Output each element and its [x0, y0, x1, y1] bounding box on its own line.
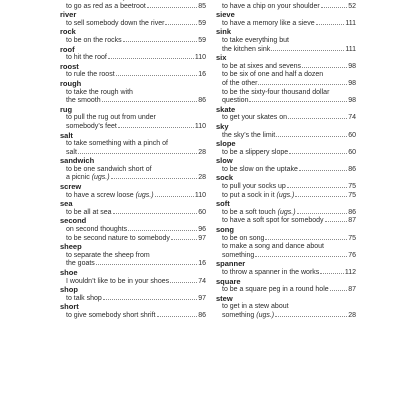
dot-leader [147, 7, 197, 8]
phrase-label: to pull your socks up [222, 183, 286, 191]
page-number: 75 [348, 183, 356, 191]
index-headword: rug [60, 104, 73, 114]
dot-leader [255, 256, 347, 257]
index-headword: roof [60, 44, 75, 54]
phrase-label: to have a memory like a sieve [222, 19, 315, 27]
dot-leader [157, 316, 198, 317]
index-headword: sink [216, 27, 232, 37]
phrase-label: to pull the rug out from under [66, 114, 156, 122]
page-number: 86 [348, 208, 356, 216]
index-phrase [60, 140, 206, 149]
index-headword: rough [60, 78, 82, 88]
dot-leader [295, 196, 347, 197]
dot-leader [155, 196, 194, 197]
phrase-label: to be second nature to somebody [66, 234, 170, 242]
index-headword: second [60, 216, 87, 226]
page-number: 60 [348, 131, 356, 139]
index-column-left [60, 0, 206, 321]
index-phrase [60, 123, 206, 132]
phrase-text [222, 286, 329, 295]
dot-leader [276, 136, 347, 137]
phrase-text [222, 303, 289, 312]
index-phrase [60, 71, 206, 80]
dot-leader [123, 41, 198, 42]
index-phrase [216, 243, 356, 252]
phrase-text [66, 89, 133, 98]
phrase-text [222, 37, 289, 46]
page-number: 85 [198, 2, 206, 10]
dot-leader [108, 58, 194, 59]
phrase-label [66, 0, 163, 1]
dot-leader [102, 101, 198, 102]
index-phrase [60, 37, 206, 46]
index-headword: short [60, 302, 79, 312]
index-phrase [60, 192, 206, 201]
index-headword: shop [60, 285, 78, 295]
page-number: 97 [198, 234, 206, 242]
phrase-text [66, 123, 117, 132]
index-phrase [216, 209, 356, 218]
phrase-label: the sky’s the limit [222, 131, 276, 139]
phrase-text [222, 80, 257, 89]
phrase-label: to be one sandwich short of [66, 165, 152, 173]
phrase-text [222, 20, 315, 29]
dot-leader [265, 239, 347, 240]
index-headword: stew [216, 293, 233, 303]
page-number: 86 [198, 97, 206, 105]
phrase-text [222, 3, 320, 12]
phrase-label: question [222, 97, 249, 105]
phrase-label: to be at sixes and sevens [222, 62, 301, 70]
phrase-label: to throw a spanner in the works [222, 269, 320, 276]
index-headword: salt [60, 130, 73, 140]
index-headword: shoe [60, 268, 78, 277]
phrase-label: to give somebody short shrift [66, 311, 156, 319]
page-number: 98 [348, 97, 356, 105]
page-number: 59 [198, 19, 206, 27]
phrase-text [222, 183, 286, 192]
index-phrase [60, 114, 206, 123]
index-headword: screw [60, 182, 82, 192]
index-headword: sea [60, 199, 73, 209]
page-number: 76 [348, 251, 356, 259]
dot-leader [78, 153, 197, 154]
index-phrase [216, 89, 356, 98]
phrase-text [222, 114, 287, 123]
phrase-label: something [222, 311, 255, 319]
phrase-label: to hit the roof [66, 54, 107, 62]
index-phrase [60, 166, 206, 175]
phrase-label: the kitchen sink [222, 45, 271, 53]
index-phrase [216, 192, 356, 201]
phrase-label: to rule the roost [66, 71, 115, 79]
phrase-label: to have a soft spot for somebody [222, 217, 324, 225]
phrase-label: to be a slippery slope [222, 148, 289, 156]
page-number: 112 [344, 269, 356, 276]
phrase-label: to have a screw loose [66, 191, 134, 199]
dot-leader [299, 170, 347, 171]
page-number: 60 [348, 148, 356, 156]
page-number: 87 [348, 217, 356, 225]
index-phrase [60, 20, 206, 29]
index-phrase [60, 89, 206, 98]
dot-leader [302, 67, 347, 68]
usage-note: (ugs.) [256, 311, 275, 319]
page-number: 111 [345, 45, 356, 53]
usage-note: (ugs.) [135, 191, 154, 199]
index-headword: slow [216, 156, 233, 166]
phrase-text [222, 243, 324, 252]
index-phrase [60, 278, 206, 287]
index-headword: roost [60, 61, 79, 71]
phrase-label: to separate the sheep from [66, 251, 150, 259]
page-number: 52 [348, 2, 356, 10]
usage-note: (ugs.) [276, 191, 295, 199]
dot-leader [170, 282, 197, 283]
usage-note: (ugs.) [277, 208, 296, 216]
phrase-text [222, 166, 298, 175]
index-headword: rock [60, 27, 76, 37]
phrase-label: to put a sock in it [222, 191, 275, 199]
page-number: 74 [348, 114, 356, 122]
dot-leader [113, 213, 198, 214]
dot-leader [321, 7, 348, 8]
phrase-label: to be on song [222, 234, 265, 242]
index-phrase [216, 71, 356, 80]
dot-leader [275, 316, 347, 317]
phrase-label: somebody’s feet [66, 122, 117, 130]
phrase-text [222, 46, 270, 55]
page-number: 75 [348, 234, 356, 242]
index-phrase [216, 132, 356, 141]
phrase-label: to be a soft touch [222, 208, 276, 216]
dot-leader [171, 239, 197, 240]
phrase-label: to be the sixty-four thousand dollar [222, 88, 330, 96]
page-number: 98 [348, 62, 356, 70]
page-number: 98 [348, 79, 356, 87]
page-number: 110 [194, 122, 206, 130]
phrase-label: of the other [222, 79, 258, 87]
dot-leader [288, 118, 347, 119]
index-phrase [216, 80, 356, 89]
page-number: 110 [194, 191, 206, 199]
phrase-label: to get your skates on [222, 114, 287, 122]
index-phrase [60, 97, 206, 106]
index-phrase [216, 312, 356, 321]
index-headword: spanner [216, 259, 246, 269]
phrase-text [66, 20, 164, 29]
dot-leader [111, 178, 198, 179]
phrase-label: to have a chip on your shoulder [222, 2, 320, 10]
dot-leader [297, 213, 348, 214]
phrase-text [222, 235, 264, 244]
page-number: 74 [198, 277, 206, 285]
dot-leader [118, 127, 194, 128]
index-headword: sky [216, 121, 229, 131]
page-number: 28 [198, 148, 206, 156]
phrase-label: to be on the rocks [66, 36, 122, 44]
dot-leader [96, 264, 197, 265]
page-number: 86 [348, 165, 356, 173]
dot-leader [320, 273, 344, 274]
page-number: 16 [198, 71, 206, 79]
dot-leader [271, 50, 344, 51]
index-headword: sieve [216, 10, 235, 20]
phrase-text [66, 192, 154, 201]
index-headword: square [216, 276, 241, 286]
index-headword: slope [216, 139, 236, 149]
dot-leader [325, 221, 348, 222]
phrase-label: on second thoughts [66, 226, 128, 234]
index-phrase [60, 252, 206, 261]
index-phrase [216, 303, 356, 312]
phrase-label: to be slow on the uptake [222, 165, 298, 173]
phrase-text [222, 89, 329, 98]
phrase-label: to take everything but [222, 36, 289, 44]
phrase-label: I wouldn’t like to be in your shoes [66, 277, 170, 285]
phrase-text [66, 140, 168, 149]
dot-leader [316, 24, 345, 25]
index-phrase [216, 166, 356, 175]
dot-leader [249, 101, 347, 102]
index-phrase [60, 226, 206, 235]
page-number: 111 [345, 19, 356, 27]
index-phrase [60, 3, 206, 12]
index-phrase [60, 54, 206, 63]
phrase-text [66, 252, 150, 261]
dot-leader [116, 75, 198, 76]
phrase-label: to get in a stew about [222, 303, 289, 311]
phrase-label: to be a square peg in a round hole [222, 286, 329, 294]
phrase-label: salt [66, 148, 77, 156]
phrase-text [66, 278, 169, 287]
phrase-label: to talk shop [66, 294, 102, 302]
index-phrase [216, 217, 356, 226]
phrase-text [222, 209, 296, 218]
phrase-label: to make a song and dance about [222, 243, 324, 251]
index-phrase [60, 312, 206, 321]
phrase-text [66, 312, 156, 321]
page-number: 86 [198, 311, 206, 319]
page-number: 110 [194, 54, 206, 62]
index-phrase [216, 183, 356, 192]
phrase-label: something [222, 251, 255, 259]
index-phrase [216, 286, 356, 295]
dot-leader [289, 153, 347, 154]
index-headword: skate [216, 104, 236, 114]
page-number: 28 [198, 174, 206, 182]
phrase-label: to be all at sea [66, 208, 112, 216]
index-phrase [216, 37, 356, 46]
phrase-label [222, 0, 254, 1]
page-number: 96 [198, 226, 206, 234]
page-number: 75 [348, 191, 356, 199]
page-number: 60 [198, 208, 206, 216]
phrase-text [222, 217, 324, 226]
index-headword: song [216, 225, 234, 235]
index-phrase [60, 260, 206, 269]
phrase-text [222, 71, 323, 80]
page-number: 59 [198, 36, 206, 44]
index-headword: sheep [60, 242, 82, 252]
dot-leader [103, 299, 197, 300]
index-phrase [60, 174, 206, 183]
index-headword: sock [216, 173, 234, 183]
page-number: 28 [348, 311, 356, 319]
index-headword: soft [216, 199, 230, 209]
page-number: 16 [198, 260, 206, 268]
phrase-text [222, 192, 294, 201]
page-number: 87 [348, 286, 356, 294]
phrase-label: to take something with a pinch of [66, 140, 168, 148]
index-phrase [216, 63, 356, 72]
phrase-label: to go as red as a beetroot [66, 2, 146, 10]
dot-leader [128, 230, 197, 231]
phrase-label: a picnic [66, 174, 90, 182]
index-headword: river [60, 10, 77, 20]
phrase-text [66, 3, 146, 12]
index-phrase [216, 235, 356, 244]
phrase-label: the goats [66, 260, 95, 268]
index-phrase [216, 46, 356, 55]
phrase-label: the smooth [66, 97, 101, 105]
usage-note: (ugs.) [91, 174, 110, 182]
phrase-label: to be six of one and half a dozen [222, 71, 324, 79]
phrase-label: to take the rough with [66, 88, 133, 96]
phrase-text [222, 63, 301, 72]
index-phrase [216, 149, 356, 158]
phrase-text [222, 312, 274, 321]
phrase-text [66, 114, 156, 123]
dot-leader [287, 187, 347, 188]
index-phrase [216, 20, 356, 29]
index-phrase [216, 3, 356, 12]
index-phrase [216, 97, 356, 106]
index-headword: six [216, 53, 227, 63]
page-number: 97 [198, 294, 206, 302]
index-phrase [216, 114, 356, 123]
index-phrase [60, 295, 206, 304]
index-column-right [216, 0, 356, 321]
dot-leader [258, 84, 347, 85]
phrase-text [66, 166, 152, 175]
phrase-text [66, 226, 127, 235]
dot-leader [330, 290, 348, 291]
index-headword: sandwich [60, 156, 95, 166]
dot-leader [165, 24, 197, 25]
phrase-label: to sell somebody down the river [66, 19, 165, 27]
